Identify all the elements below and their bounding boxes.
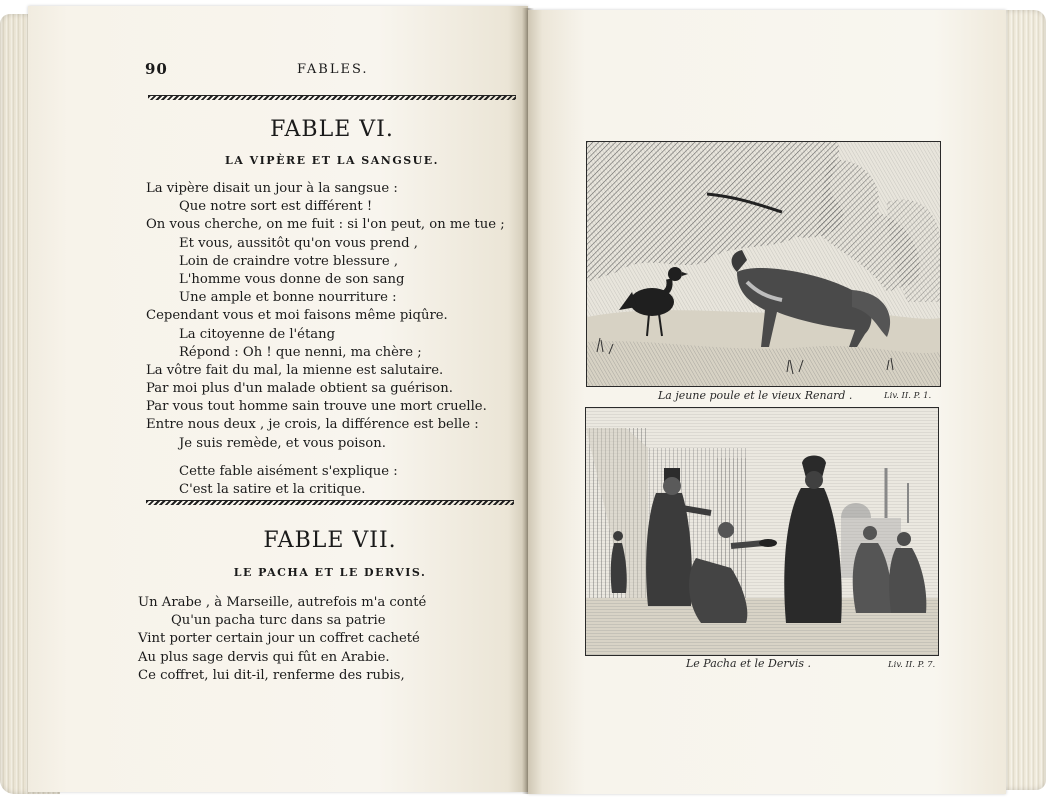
verse-line: Ce coffret, lui dit-il, renferme des rubis, — [138, 667, 405, 683]
pasha-and-dervish-illustration — [586, 408, 938, 655]
verse-line: La vôtre fait du mal, la mienne est salutaire. — [146, 362, 444, 378]
fable-6-heading: FABLE VI. — [270, 117, 394, 142]
fable-6-subtitle: LA VIPÈRE ET LA SANGSUE. — [225, 154, 439, 167]
plate-caption-pasha-dervis: Le Pacha et le Dervis . — [686, 657, 811, 670]
engraving-pasha-and-dervish — [585, 407, 939, 656]
plate-caption-hen-fox: La jeune poule et le vieux Renard . — [658, 389, 853, 402]
verse-line: Par vous tout homme sain trouve une mort cruelle. — [146, 399, 487, 415]
fable-7-heading: FABLE VII. — [263, 528, 397, 553]
right-page — [528, 10, 1006, 794]
hen-and-fox-illustration — [587, 142, 940, 386]
running-head — [145, 60, 525, 80]
verse-line: On vous cherche, on me fuit : si l'on peut, on me tue ; — [146, 217, 505, 233]
verse-line: Qu'un pacha turc dans sa patrie — [171, 613, 386, 629]
verse-line: L'homme vous donne de son sang — [179, 271, 405, 287]
page-number: 90 — [145, 60, 168, 78]
verse-line: Entre nous deux , je crois, la différence est belle : — [146, 417, 479, 433]
verse-line: Cette fable aisément s'explique : — [179, 463, 398, 479]
stanza-break — [146, 453, 505, 463]
verse-line: La vipère disait un jour à la sangsue : — [146, 181, 398, 196]
fable-7-verse — [138, 594, 426, 685]
ornamental-rule-top — [148, 95, 516, 100]
verse-line: C'est la satire et la critique. — [179, 482, 366, 497]
verse-line: Que notre sort est différent ! — [179, 199, 373, 215]
verse-line: Cependant vous et moi faisons même piqûre. — [146, 308, 448, 324]
engraving-hen-and-fox — [586, 141, 941, 387]
plate-number-top: Liv. II. P. 1. — [884, 391, 932, 401]
verse-line: Répond : Oh ! que nenni, ma chère ; — [179, 344, 422, 360]
verse-line: Vint porter certain jour un coffret cacheté — [138, 631, 420, 647]
ornamental-rule-middle — [146, 500, 514, 505]
verse-line: Et vous, aussitôt qu'on vous prend , — [179, 235, 418, 251]
verse-line: Par moi plus d'un malade obtient sa guérison. — [146, 381, 453, 397]
verse-line: La citoyenne de l'étang — [179, 326, 336, 342]
verse-line: Au plus sage dervis qui fût en Arabie. — [138, 649, 390, 665]
running-title: FABLES. — [297, 62, 369, 77]
verse-line: Je suis remède, et vous poison. — [179, 435, 386, 451]
verse-line: Une ample et bonne nourriture : — [179, 290, 397, 306]
right-page-edges — [1000, 10, 1046, 790]
fable-6-verse — [146, 180, 505, 499]
verse-line: Loin de craindre votre blessure , — [179, 253, 399, 269]
plate-number-bottom: Liv. II. P. 7. — [888, 660, 936, 670]
fable-7-subtitle: LE PACHA ET LE DERVIS. — [233, 566, 427, 579]
verse-line: Un Arabe , à Marseille, autrefois m'a conté — [138, 595, 427, 610]
